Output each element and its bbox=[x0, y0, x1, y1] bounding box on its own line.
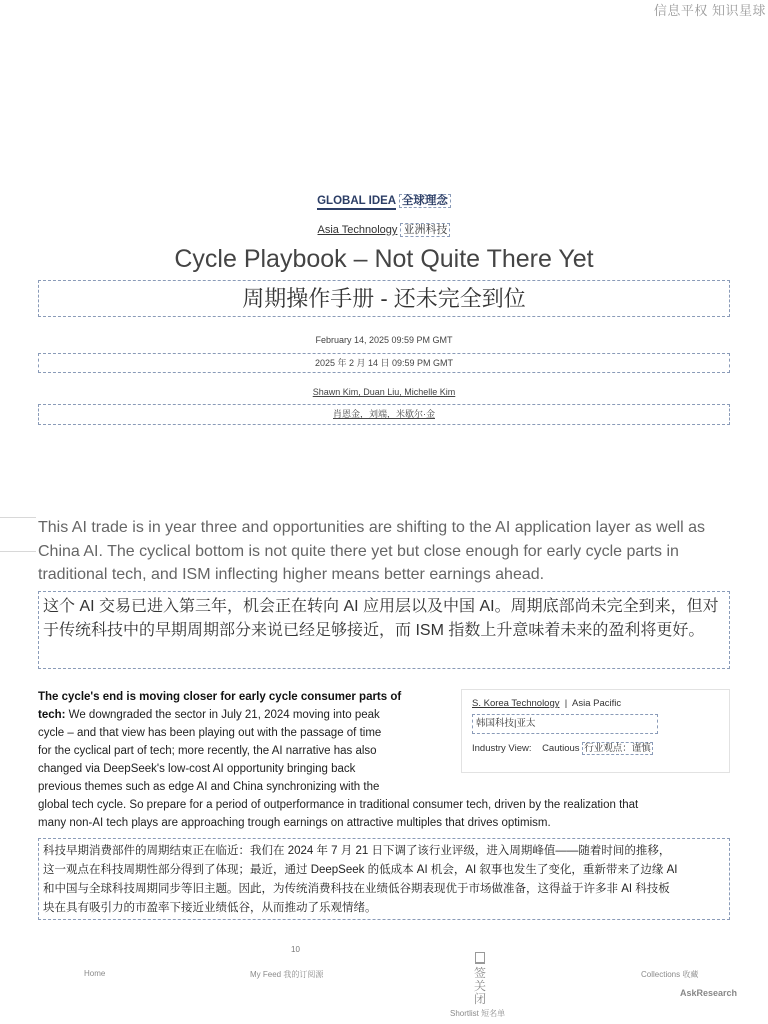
infobox-sector-cn: 韩国科技|亚太 bbox=[472, 714, 658, 734]
infobox-sector-row: S. Korea Technology | Asia Pacific bbox=[472, 698, 622, 709]
body-cn-line: 这一观点在科技周期性部分得到了体现；最近，通过 DeepSeek 的低成本 AI 机会，AI 叙事也发生了变化，重新带来了边缘 AI bbox=[43, 864, 678, 876]
publish-date-cn: 2025 年 2 月 14 日 09:59 PM GMT bbox=[38, 353, 730, 373]
ask-research-button[interactable]: AskResearch bbox=[680, 988, 738, 998]
body-bold-lead: The cycle's end is moving closer for early cycle consumer parts of bbox=[38, 691, 402, 703]
bookmark-icon bbox=[475, 952, 485, 964]
sector-cn: 亚洲科技 bbox=[400, 223, 450, 237]
industry-view-row bbox=[472, 740, 719, 754]
side-divider-bottom bbox=[0, 551, 36, 552]
nav-collections[interactable]: Collections 收藏 bbox=[641, 970, 699, 979]
body-bold-lead: tech: bbox=[38, 709, 66, 721]
sector-korea-link[interactable]: S. Korea Technology bbox=[472, 698, 560, 709]
sector-label bbox=[0, 221, 768, 237]
watermark: 信息平权 知识星球 bbox=[653, 3, 766, 18]
body-text: We downgraded the sector in July 21, 2024 moving into peak bbox=[65, 709, 380, 721]
global-idea-cn: 全球理念 bbox=[399, 194, 451, 208]
body-line: previous themes such as edge AI and China synchronizing with the bbox=[38, 781, 380, 793]
body-line: for the cyclical part of tech; more recently, the AI narrative has also bbox=[38, 745, 377, 757]
region-label: Asia Pacific bbox=[572, 698, 622, 709]
authors-link[interactable]: Shawn Kim, Duan Liu, Michelle Kim bbox=[312, 387, 456, 397]
lead-summary-cn: 这个 AI 交易已进入第三年，机会正在转向 AI 应用层以及中国 AI。周期底部尚未完全到来，但对于传统科技中的早期周期部分来说已经足够接近，而 ISM 指数上升意味着未来的盈利将更好。 bbox=[38, 591, 730, 669]
nav-home[interactable]: Home bbox=[84, 969, 106, 978]
body-cn-line: 和中国与全球科技周期同步等旧主题。因此，为传统消费科技在业绩低谷期表现优于市场做准备，这得益于许多非 AI 科技板 bbox=[43, 883, 670, 895]
page-number: 10 bbox=[291, 945, 300, 954]
nav-my-feed[interactable]: My Feed 我的订阅源 bbox=[250, 970, 324, 979]
authors-cn-text: 肖恩金，刘端，米歇尔·金 bbox=[333, 409, 435, 419]
industry-view-box bbox=[461, 689, 730, 773]
industry-view-cn: 行业观点：谨慎 bbox=[584, 743, 651, 754]
authors-cn bbox=[38, 404, 730, 425]
sector-link[interactable]: Asia Technology bbox=[317, 224, 398, 236]
industry-view-value: Cautious bbox=[542, 743, 580, 754]
body-cn-line: 块在具有吸引力的市盈率下接近业绩低谷，从而推动了乐观情绪。 bbox=[43, 902, 377, 914]
publish-date: February 14, 2025 09:59 PM GMT bbox=[315, 335, 453, 345]
nav-shortlist[interactable]: Shortlist 短名单 bbox=[450, 1009, 506, 1018]
close-tab-label: 签关闭 bbox=[474, 966, 487, 1006]
body-line: many non-AI tech plays are approaching trough earnings on attractive multiples that drives optimism. bbox=[38, 817, 551, 829]
side-divider-top bbox=[0, 517, 36, 518]
bottom-navigation-bar bbox=[0, 940, 768, 1024]
body-line: cycle – and that view has been playing out with the passage of time bbox=[38, 727, 382, 739]
page-title: Cycle Playbook – Not Quite There Yet bbox=[174, 245, 594, 273]
close-tab-vertical[interactable] bbox=[474, 952, 486, 1006]
body-line: changed via DeepSeek's low-cost AI opportunity bringing back bbox=[38, 763, 356, 775]
body-cn-line: 科技早期消费部件的周期结束正在临近：我们在 2024 年 7 月 21 日下调了该行业评级，进入周期峰值——随着时间的推移， bbox=[43, 845, 671, 857]
body-paragraph-cn bbox=[38, 838, 730, 920]
page-title-cn: 周期操作手册 - 还未完全到位 bbox=[38, 280, 730, 317]
industry-view-label: Industry View: bbox=[472, 743, 532, 754]
lead-summary: This AI trade is in year three and opportunities are shifting to the AI application layer as well as China AI. The cyclical bottom is not quite there yet but close enough for early cycle parts in traditional tech, and ISM inflecting higher means better earnings ahead. bbox=[38, 519, 706, 583]
global-idea-en: GLOBAL IDEA bbox=[317, 195, 396, 210]
body-line: global tech cycle. So prepare for a period of outperformance in traditional consumer tech, driven by the realization that bbox=[38, 799, 639, 811]
global-idea-tag bbox=[0, 192, 768, 208]
